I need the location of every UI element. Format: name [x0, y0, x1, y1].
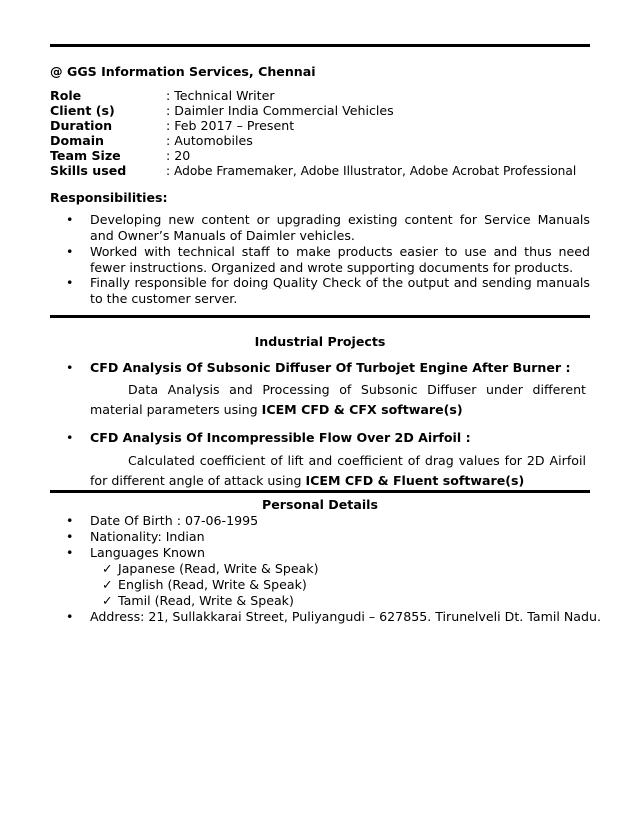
- detail-value-duration: : Feb 2017 – Present: [166, 118, 295, 133]
- project-title: CFD Analysis Of Subsonic Diffuser Of Turbojet Engine After Burner :: [90, 360, 571, 375]
- bullet-icon: •: [66, 513, 74, 528]
- language-item: [102, 593, 294, 609]
- detail-label-team-size: Team Size: [50, 148, 121, 163]
- bullet-icon: •: [66, 529, 74, 544]
- checkmark-icon: ✓: [102, 593, 113, 608]
- bullet-icon: •: [66, 212, 74, 227]
- project-tool: ICEM CFD & CFX software(s): [261, 402, 463, 417]
- checkmark-icon: ✓: [102, 577, 113, 592]
- project-desc-text: Calculated coefficient of lift and coefficient of drag values for 2D Airfoil for different angle of attack using: [90, 453, 586, 488]
- bullet-icon: •: [66, 609, 74, 624]
- section-divider: [50, 490, 590, 493]
- detail-value-team-size: : 20: [166, 148, 191, 163]
- bullet-icon: •: [66, 545, 74, 560]
- bullet-icon: •: [66, 360, 74, 375]
- project-tool: ICEM CFD & Fluent software(s): [305, 473, 525, 488]
- project-description: [90, 451, 586, 491]
- industrial-projects-heading: Industrial Projects: [254, 334, 386, 349]
- section-divider: [50, 315, 590, 318]
- detail-label-duration: Duration: [50, 118, 113, 133]
- project-description: [90, 380, 586, 420]
- languages-known: Languages Known: [90, 545, 205, 560]
- language-text: English (Read, Write & Speak): [118, 577, 307, 592]
- language-item: [102, 577, 307, 593]
- language-text: Japanese (Read, Write & Speak): [118, 561, 319, 576]
- nationality: Nationality: Indian: [90, 529, 205, 544]
- bullet-icon: •: [66, 430, 74, 445]
- detail-label-client: Client (s): [50, 103, 115, 118]
- bullet-icon: •: [66, 244, 74, 259]
- detail-label-skills: Skills used: [50, 163, 127, 178]
- detail-value-role: : Technical Writer: [166, 88, 275, 103]
- responsibility-text: Finally responsible for doing Quality Check of the output and sending manuals to the customer server.: [90, 275, 590, 306]
- personal-details-heading: Personal Details: [262, 497, 378, 512]
- project-title: CFD Analysis Of Incompressible Flow Over 2D Airfoil :: [90, 430, 471, 445]
- checkmark-icon: ✓: [102, 561, 113, 576]
- bullet-icon: •: [66, 275, 74, 290]
- detail-value-client: : Daimler India Commercial Vehicles: [166, 103, 394, 118]
- responsibilities-heading: Responsibilities:: [50, 190, 168, 205]
- detail-value-domain: : Automobiles: [166, 133, 253, 148]
- responsibility-text: Developing new content or upgrading existing content for Service Manuals and Owner’s Manuals of Daimler vehicles.: [90, 212, 590, 243]
- project-desc-text: Data Analysis and Processing of Subsonic Diffuser under different material parameters using: [90, 382, 586, 417]
- responsibility-text: Worked with technical staff to make products easier to use and thus need fewer instructions. Organized and wrote supporting documents for products.: [90, 244, 590, 275]
- detail-label-domain: Domain: [50, 133, 105, 148]
- address: Address: 21, Sullakkarai Street, Puliyangudi – 627855. Tirunelveli Dt. Tamil Nadu.: [90, 609, 601, 624]
- detail-value-skills: : Adobe Framemaker, Adobe Illustrator, Adobe Acrobat Professional: [166, 164, 577, 178]
- language-text: Tamil (Read, Write & Speak): [118, 593, 294, 608]
- top-divider: [50, 44, 590, 47]
- language-item: [102, 561, 319, 577]
- detail-label-role: Role: [50, 88, 82, 103]
- company-title: @ GGS Information Services, Chennai: [50, 64, 316, 79]
- date-of-birth: Date Of Birth : 07-06-1995: [90, 513, 259, 528]
